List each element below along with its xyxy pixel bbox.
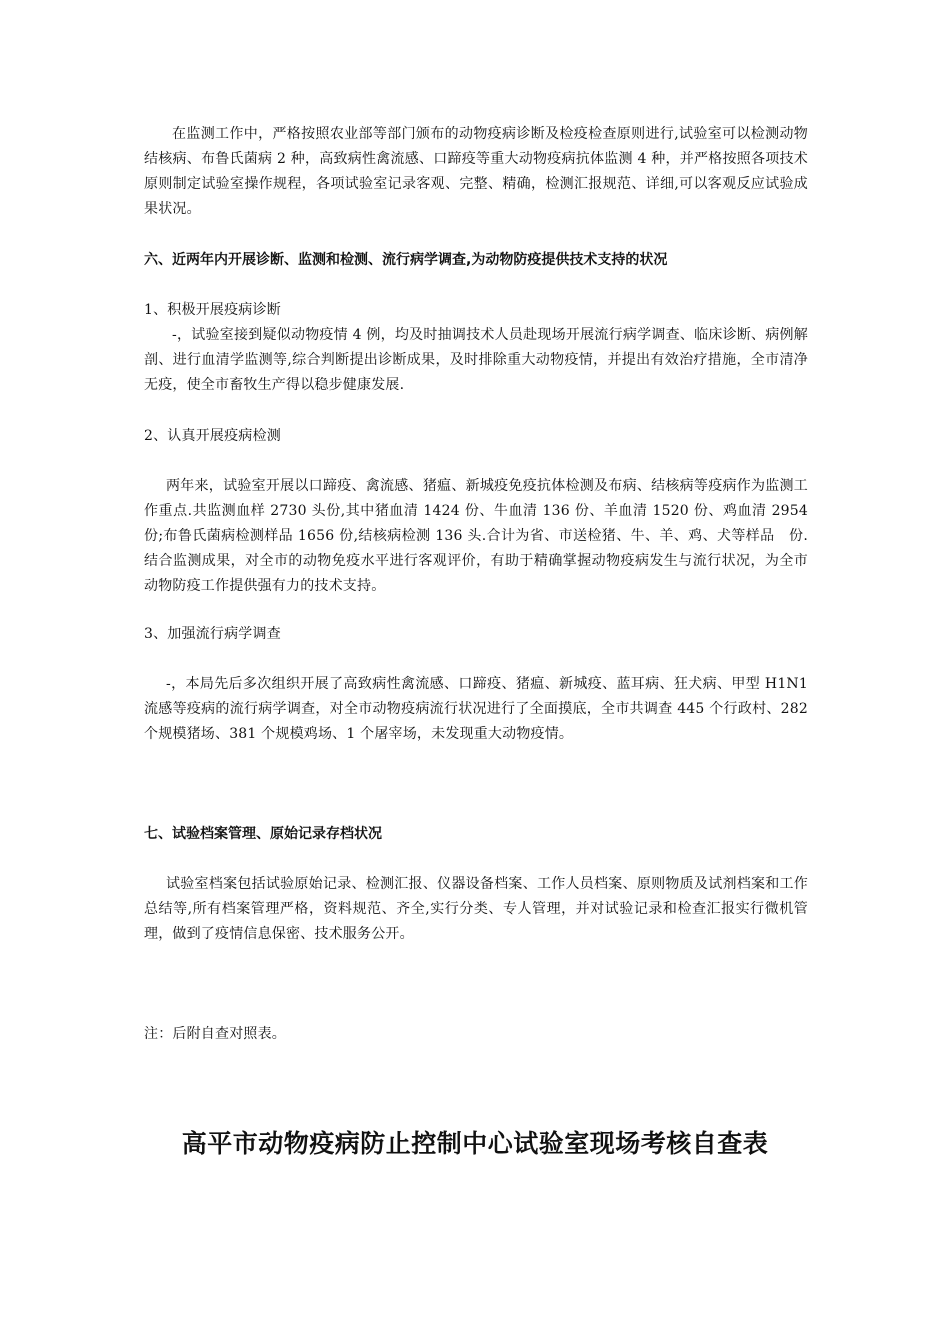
- section-heading-6: 六、近两年内开展诊断、监测和检测、流行病学调查,为动物防疫提供技术支持的状况: [144, 252, 668, 268]
- subheading-detection: 2、认真开展疫病检测: [144, 428, 281, 444]
- subheading-diagnosis: 1、积极开展疫病诊断: [144, 302, 281, 318]
- paragraph-diagnosis: -，试验室接到疑似动物疫情 4 例，均及时抽调技术人员赴现场开展流行病学调查、临床诊断、病例解剖、进行血清学监测等,综合判断提出诊断成果，及时排除重大动物疫情，并提出有效治疗措施，全市清净无疫，使全市畜牧生产得以稳步健康发展.: [144, 327, 808, 393]
- page-title: 高平市动物疫病防止控制中心试验室现场考核自查表: [181, 1129, 769, 1158]
- section-heading-7: 七、试验档案管理、原始记录存档状况: [144, 826, 382, 842]
- paragraph-monitoring-standards: 在监测工作中，严格按照农业部等部门颁布的动物疫病诊断及检疫检查原则进行,试验室可以检测动物结核病、布鲁氏菌病 2 种，高致病性禽流感、口蹄疫等重大动物疫病抗体监测 4 种，并严格按照各项技术原则制定试验室操作规程，各项试验室记录客观、完整、精确，检测汇报规范、详细,可以客观反应试验成果状况。: [144, 126, 808, 217]
- note-attachment: 注：后附自查对照表。: [144, 1026, 286, 1042]
- paragraph-archives: 试验室档案包括试验原始记录、检测汇报、仪器设备档案、工作人员档案、原则物质及试剂档案和工作总结等,所有档案管理严格，资料规范、齐全,实行分类、专人管理，并对试验记录和检查汇报实行微机管理，做到了疫情信息保密、技术服务公开。: [144, 876, 808, 942]
- paragraph-epidemiology: -，本局先后多次组织开展了高致病性禽流感、口蹄疫、猪瘟、新城疫、蓝耳病、狂犬病、甲型 H1N1 流感等疫病的流行病学调查，对全市动物疫病流行状况进行了全面摸底，全市共调查 445 个行政村、282 个规模猪场、381 个规模鸡场、1 个屠宰场，未发现重大动物疫情。: [144, 676, 808, 742]
- subheading-epidemiology: 3、加强流行病学调查: [144, 626, 281, 642]
- paragraph-detection: 两年来，试验室开展以口蹄疫、禽流感、猪瘟、新城疫免疫抗体检测及布病、结核病等疫病作为监测工作重点.共监测血样 2730 头份,其中猪血清 1424 份、牛血清 136 份、羊血清 1520 份、鸡血清 2954 份;布鲁氏菌病检测样品 1656 份,结核病检测 136 头.合计为省、市送检猪、牛、羊、鸡、犬等样品 份.结合监测成果，对全市的动物免疫水平进行客观评价，有助于精确掌握动物疫病发生与流行状况，为全市动物防疫工作提供强有力的技术支持。: [144, 478, 808, 594]
